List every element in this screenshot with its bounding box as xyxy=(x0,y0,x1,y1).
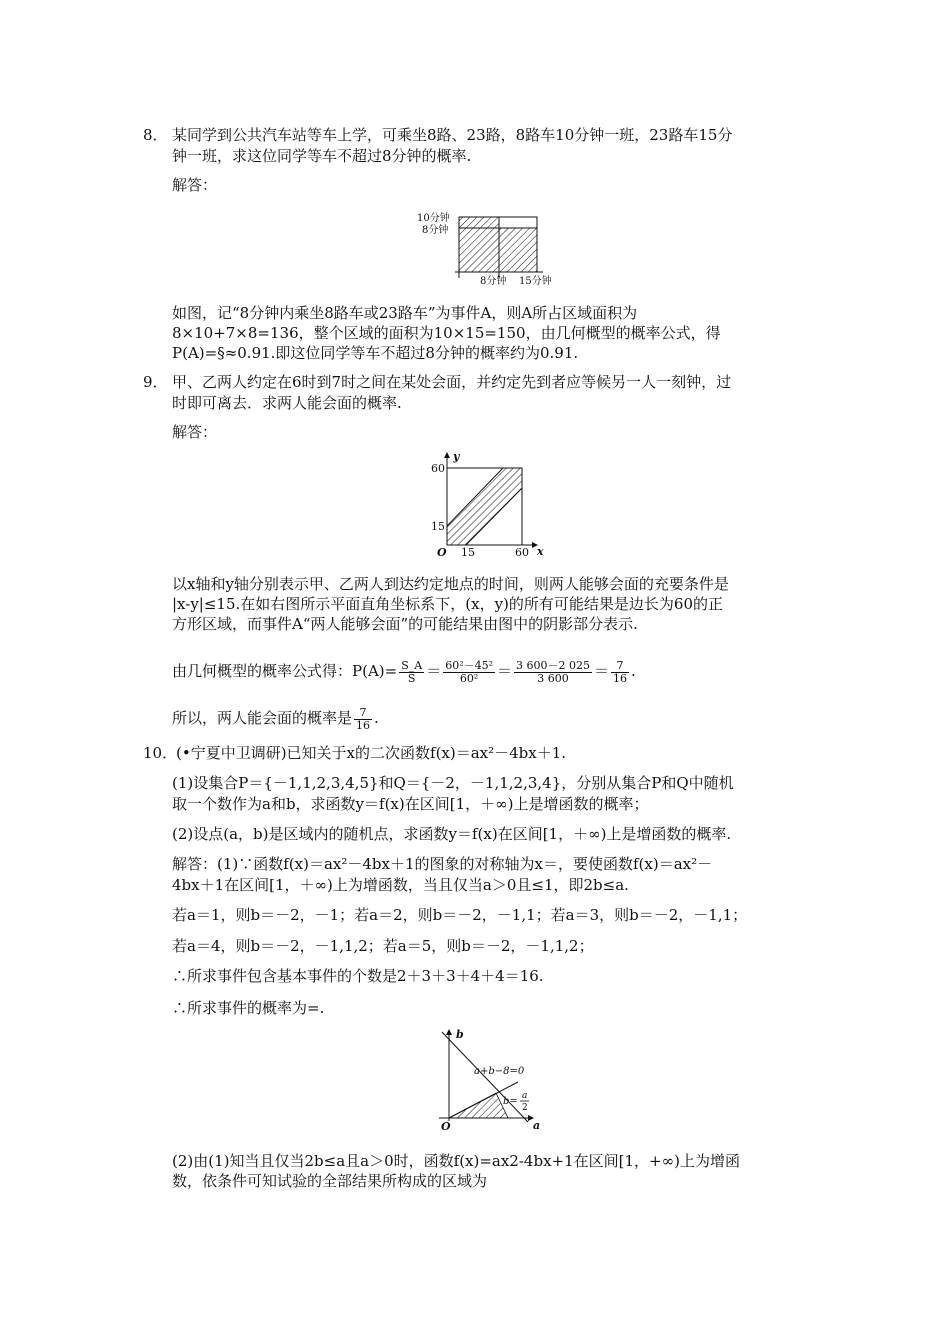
q9-fraction-numbers xyxy=(514,660,592,685)
q9-fraction-area xyxy=(399,660,424,685)
q10-fig-origin: O xyxy=(441,1120,451,1133)
q10-fig-line2-den: 2 xyxy=(522,1103,528,1113)
q10-solution2-line1: (2)由(1)知当且仅当2b≤a且a＞0时，函数f(x)=ax2-4bx+1在区间[1，+∞)上为增函 xyxy=(172,1152,740,1170)
q9-formula-prefix: 由几何概型的概率公式得：P(A)= xyxy=(172,662,398,680)
q9-fraction-area-den: S xyxy=(407,671,416,685)
q8-text-line1: 某同学到公共汽车站等车上学，可乘坐8路、23路，8路车10分钟一班，23路车15分 xyxy=(172,126,733,144)
q10-fig-b-axis: b xyxy=(456,1028,464,1041)
q9-fraction-numbers-den: 3 600 xyxy=(537,671,569,685)
q9-conclusion-num: 7 xyxy=(354,707,372,720)
q9-fig-origin: O xyxy=(437,546,447,559)
q9-fig-x60: 60 xyxy=(515,546,529,559)
q9-answer-label: 解答： xyxy=(172,423,218,441)
q9-solution-line2: |x-y|≤15.在如右图所示平面直角坐标系下，(x，y)的所有可能结果是边长为60的正 xyxy=(172,595,723,613)
q8-figure xyxy=(415,208,575,288)
q9-eq-3: ＝ xyxy=(594,662,610,680)
q10-fig-line2-label: b= xyxy=(503,1096,518,1107)
q10-solution1-line2: 4bx＋1在区间[1，＋∞)上为增函数，当且仅当a＞0且≤1，即2b≤a. xyxy=(172,876,629,894)
q9-fig-y-axis: y xyxy=(453,450,460,463)
q9-fraction-result-num: 7 xyxy=(611,660,629,673)
q8-solution-line2: 8×10+7×8=136，整个区域的面积为10×15=150，由几何概型的概率公式，得 xyxy=(172,324,721,342)
q8-answer-label: 解答： xyxy=(172,176,218,194)
q10-probability-line: ∴所求事件的概率为=. xyxy=(172,999,325,1017)
q10-fig-line2-num: a xyxy=(522,1091,528,1101)
q9-conclusion xyxy=(172,700,379,736)
q9-fraction-area-num: S_A xyxy=(401,658,423,672)
q9-formula xyxy=(172,653,636,689)
q10-part1-line2: 取一个数作为a和b，求函数y＝f(x)在区间[1，＋∞)上是增函数的概率； xyxy=(172,795,649,813)
q10-count-line: ∴所求事件包含基本事件的个数是2＋3＋3＋4＋4＝16. xyxy=(172,967,544,985)
q9-fraction-squares-den: 60² xyxy=(459,671,479,685)
q9-solution-line1: 以x轴和y轴分别表示甲、乙两人到达约定地点的时间，则两人能够会面的充要条件是 xyxy=(172,575,729,593)
q9-formula-end: . xyxy=(631,662,636,680)
q8-solution-line3: P(A)=§≈0.91.即这位同学等车不超过8分钟的概率约为0.91. xyxy=(172,344,579,362)
q10-case-line2: 若a＝4，则b＝－2，－1,1,2；若a＝5，则b＝－2，－1,1,2； xyxy=(172,937,594,955)
q9-eq-2: ＝ xyxy=(497,662,513,680)
q10-case-line1: 若a＝1，则b＝－2，－1；若a＝2，则b＝－2，－1,1；若a＝3，则b＝－2，－1,1； xyxy=(172,906,748,924)
q9-fig-y60: 60 xyxy=(431,462,445,475)
q9-conclusion-den: 16 xyxy=(356,718,371,732)
q9-fraction-numbers-num: 3 600－2 025 xyxy=(516,658,591,672)
q9-eq-1: ＝ xyxy=(426,662,442,680)
q9-figure xyxy=(425,450,555,565)
q9-fraction-squares-num: 60²－45² xyxy=(445,658,494,672)
q9-fraction-squares xyxy=(443,660,495,685)
q9-conclusion-fraction xyxy=(354,707,372,732)
q9-fig-y15: 15 xyxy=(431,520,445,533)
q8-fig-label-15min: 15分钟 xyxy=(519,276,552,287)
q10-solution1-line1: 解答：(1)∵函数f(x)＝ax²－4bx＋1的图象的对称轴为x＝，要使函数f(x)＝ax²－ xyxy=(172,855,713,873)
q8-number: 8． xyxy=(143,126,168,144)
q10-intro: (•宁夏中卫调研)已知关于x的二次函数f(x)＝ax²－4bx＋1. xyxy=(176,744,567,762)
q9-number: 9． xyxy=(143,373,168,391)
q9-conclusion-text: 所以，两人能会面的概率是 xyxy=(172,709,353,727)
q9-fraction-result xyxy=(611,660,629,685)
q9-conclusion-end: . xyxy=(374,709,379,727)
q8-text-line2: 钟一班，求这位同学等车不超过8分钟的概率. xyxy=(172,147,472,165)
q10-fig-a-axis: a xyxy=(533,1119,541,1132)
q10-fig-line1-label: a+b−8=0 xyxy=(474,1066,525,1077)
q9-fig-x15: 15 xyxy=(461,546,475,559)
q9-fig-x-axis: x xyxy=(537,545,544,558)
q9-text-line1: 甲、乙两人约定在6时到7时之间在某处会面，并约定先到者应等候另一人一刻钟，过 xyxy=(172,373,732,391)
q10-solution2-line2: 数，依条件可知试验的全部结果所构成的区域为 xyxy=(172,1172,488,1190)
q10-part1-line1: (1)设集合P＝{－1,1,2,3,4,5}和Q＝{－2，－1,1,2,3,4}，分别从集合P和Q中随机 xyxy=(172,774,734,792)
q8-fig-label-10min: 10分钟 xyxy=(417,213,450,224)
q10-part2: (2)设点(a，b)是区域内的随机点，求函数y＝f(x)在区间[1，＋∞)上是增函数的概率. xyxy=(172,825,732,843)
q8-solution-line1: 如图，记“8分钟内乘坐8路车或23路车”为事件A，则A所占区域面积为 xyxy=(172,304,638,322)
q9-solution-line3: 方形区域，而事件A“两人能够会面”的可能结果由图中的阴影部分表示. xyxy=(172,615,638,633)
q9-fraction-result-den: 16 xyxy=(613,671,628,685)
q9-text-line2: 时即可离去．求两人能会面的概率. xyxy=(172,394,402,412)
q10-number: 10． xyxy=(143,744,178,762)
q8-fig-label-8min-x: 8分钟 xyxy=(480,276,507,287)
q8-fig-label-8min-y: 8分钟 xyxy=(422,225,449,236)
q10-figure xyxy=(436,1026,546,1136)
